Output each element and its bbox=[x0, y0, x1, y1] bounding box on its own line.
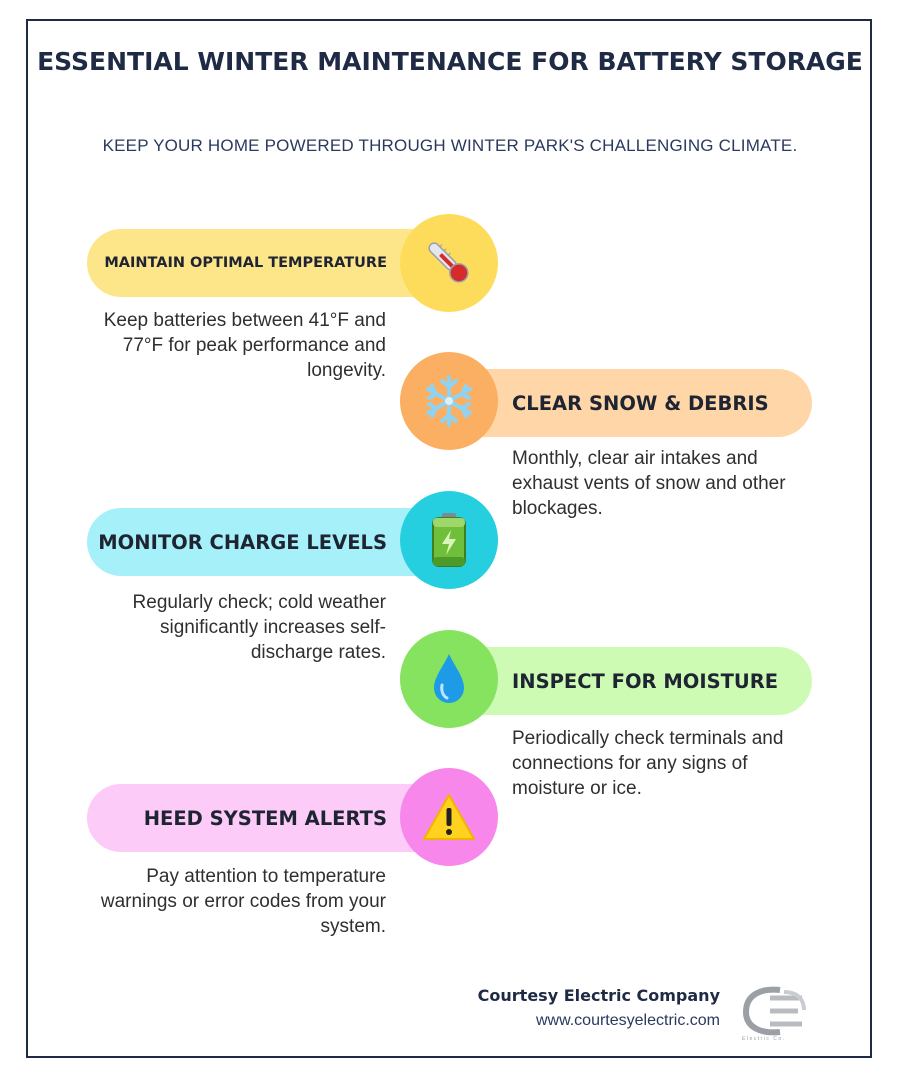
thermometer-icon bbox=[419, 233, 479, 293]
company-logo bbox=[740, 986, 808, 1042]
battery-icon bbox=[424, 510, 474, 570]
circle-clear-snow bbox=[400, 352, 498, 450]
heading-monitor-charge: MONITOR CHARGE LEVELS bbox=[98, 530, 387, 554]
description-monitor-charge: Regularly check; cold weather significantly increases self-discharge rates. bbox=[132, 592, 386, 663]
circle-inspect-moisture bbox=[400, 630, 498, 728]
logo-wordmark: Electric Co. bbox=[742, 1036, 786, 1042]
heading-heed-alerts: HEED SYSTEM ALERTS bbox=[143, 806, 387, 830]
circle-monitor-charge bbox=[400, 491, 498, 589]
page-title: ESSENTIAL WINTER MAINTENANCE FOR BATTERY STORAGE bbox=[37, 47, 863, 76]
heading-clear-snow: CLEAR SNOW & DEBRIS bbox=[512, 391, 769, 415]
description-heed-alerts: Pay attention to temperature warnings or error codes from your system. bbox=[100, 866, 386, 937]
company-url[interactable]: www.courtesyelectric.com bbox=[535, 1012, 720, 1029]
company-logo-icon bbox=[740, 986, 808, 1042]
description-inspect-moisture: Periodically check terminals and connections for any signs of moisture or ice. bbox=[512, 728, 784, 799]
droplet-icon bbox=[429, 651, 469, 707]
circle-heed-alerts bbox=[400, 768, 498, 866]
page-subtitle: KEEP YOUR HOME POWERED THROUGH WINTER PARK'S CHALLENGING CLIMATE. bbox=[102, 136, 798, 155]
warning-icon bbox=[421, 791, 477, 843]
company-name: Courtesy Electric Company bbox=[477, 986, 720, 1005]
description-maintain-temperature: Keep batteries between 41°F and 77°F for peak performance and longevity. bbox=[103, 310, 386, 381]
snowflake-icon bbox=[420, 372, 478, 430]
circle-maintain-temperature bbox=[400, 214, 498, 312]
heading-inspect-moisture: INSPECT FOR MOISTURE bbox=[512, 669, 779, 693]
description-clear-snow: Monthly, clear air intakes and exhaust vents of snow and other blockages. bbox=[512, 448, 786, 519]
heading-maintain-temperature: MAINTAIN OPTIMAL TEMPERATURE bbox=[104, 255, 387, 271]
